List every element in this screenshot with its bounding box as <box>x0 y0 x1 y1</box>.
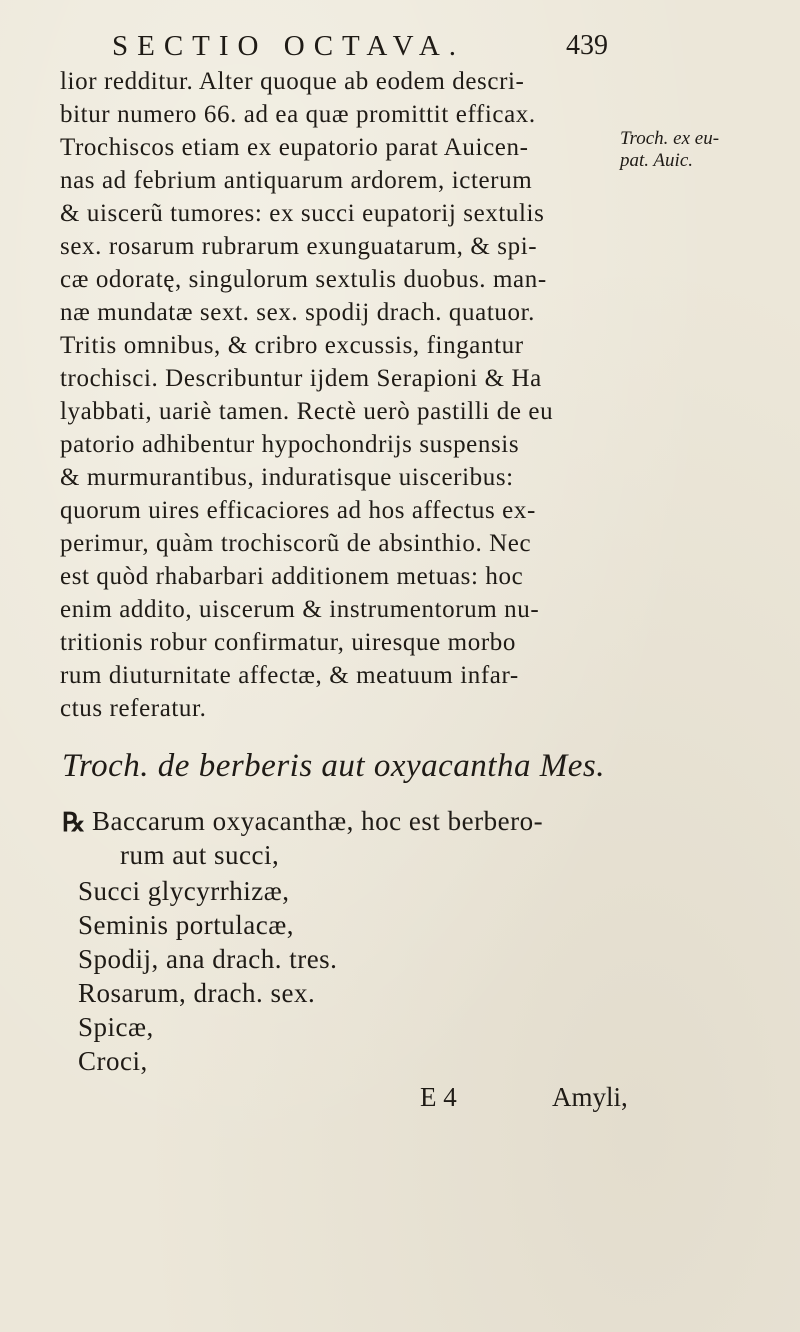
body-line: lior redditur. Alter quoque ab eodem descri- <box>60 68 525 95</box>
ingredient: Spicæ, <box>78 1012 154 1042</box>
recipe-symbol: ℞ <box>62 808 86 837</box>
body-line: & uiscerũ tumores: ex succi eupatorij sextulis <box>60 200 545 227</box>
body-line: patorio adhibentur hypochondrijs suspensis <box>60 431 520 458</box>
body-line: nas ad febrium antiquarum ardorem, icterum <box>60 167 533 194</box>
body-line: cæ odoratę, singulorum sextulis duobus. man- <box>60 266 547 293</box>
section-heading: Troch. de berberis aut oxyacantha Mes. <box>62 748 605 784</box>
ingredient: Rosarum, drach. sex. <box>78 978 316 1008</box>
body-line: perimur, quàm trochiscorũ de absinthio. Nec <box>60 530 532 557</box>
margin-note: Troch. ex eu- <box>620 128 720 149</box>
body-line: ctus referatur. <box>60 695 207 722</box>
body-line: tritionis robur confirmatur, uiresque morbo <box>60 629 516 656</box>
body-line: Trochiscos etiam ex eupatorio parat Auicen- <box>60 134 529 161</box>
recipe-line: rum aut succi, <box>120 840 280 870</box>
ingredient: Seminis portulacæ, <box>78 910 294 940</box>
running-head: SECTIO OCTAVA. <box>112 30 466 62</box>
ingredient: Croci, <box>78 1046 148 1076</box>
body-line: næ mundatæ sext. sex. spodij drach. quatuor. <box>60 299 535 326</box>
recipe-line: Baccarum oxyacanthæ, hoc est berbero- <box>92 806 544 836</box>
ingredient: Succi glycyrrhizæ, <box>78 876 290 906</box>
body-line: enim addito, uiscerum & instrumentorum nu- <box>60 596 540 623</box>
body-line: & murmurantibus, induratisque uisceribus: <box>60 464 514 491</box>
ingredient: Spodij, ana drach. tres. <box>78 944 338 974</box>
catchword: Amyli, <box>552 1082 628 1112</box>
body-line: Tritis omnibus, & cribro excussis, fingantur <box>60 332 524 359</box>
body-line: quorum uires efficaciores ad hos affectus ex- <box>60 497 536 524</box>
body-line: sex. rosarum rubrarum exunguatarum, & spi- <box>60 233 538 260</box>
body-line: rum diuturnitate affectæ, & meatuum infar- <box>60 662 519 689</box>
body-line: bitur numero 66. ad ea quæ promittit efficax. <box>60 101 536 128</box>
body-line: est quòd rhabarbari additionem metuas: hoc <box>60 563 524 590</box>
signature-mark: E 4 <box>420 1082 457 1112</box>
body-line: trochisci. Describuntur ijdem Serapioni & Ha <box>60 365 542 392</box>
page-number: 439 <box>566 30 608 61</box>
body-line: lyabbati, uariè tamen. Rectè uerò pastilli de eu <box>60 398 554 425</box>
margin-note: pat. Auic. <box>620 150 694 171</box>
